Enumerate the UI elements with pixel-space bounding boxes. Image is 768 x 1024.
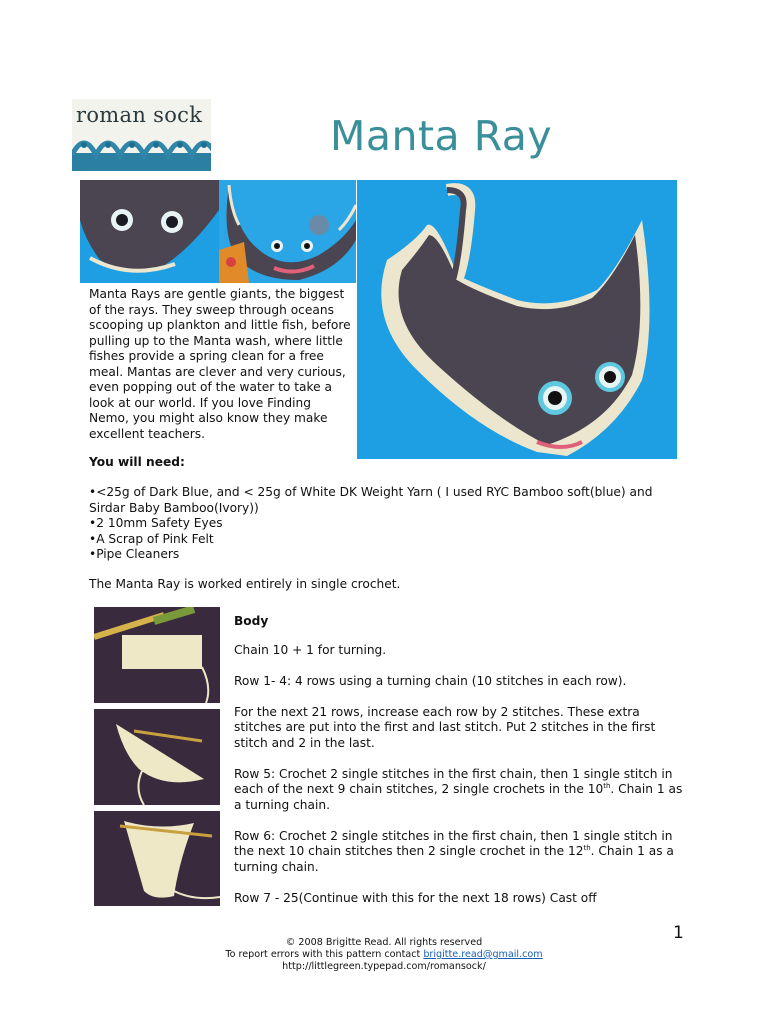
row6-text: Row 6: Crochet 2 single stitches in the first chain, then 1 single stitch in the next 10 chain stitches then 2 single crochet in the 12 <box>234 828 673 858</box>
report-errors-line <box>0 949 768 961</box>
materials-heading: You will need: <box>89 455 185 469</box>
footer <box>0 937 768 973</box>
materials-item: •<25g of Dark Blue, and < 25g of White DK Weight Yarn ( I used RYC Bamboo soft(blue) and <box>89 485 653 499</box>
logo-text: roman sock <box>76 103 203 127</box>
technique-note: The Manta Ray is worked entirely in single crochet. <box>89 577 401 591</box>
photo-step-chain-rows <box>94 607 220 703</box>
page-title: Manta Ray <box>330 112 553 160</box>
page-number: 1 <box>673 923 684 943</box>
instruction-paragraph: For the next 21 rows, increase each row by 2 stitches. These extra stitches are put into the first and last stitch. Put 2 stitches in the first stitch and 2 in the last. <box>234 704 656 750</box>
photo-head-closeup <box>80 180 219 283</box>
instruction-paragraph: Row 7 - 25(Continue with this for the next 18 rows) Cast off <box>234 890 597 905</box>
instruction-paragraph <box>234 829 684 876</box>
contact-email-link[interactable]: brigitte.read@gmail.com <box>423 949 543 960</box>
materials-item: •A Scrap of Pink Felt <box>89 531 214 546</box>
materials-item: Sirdar Baby Bamboo(Ivory)) <box>89 500 259 515</box>
intro-paragraph: Manta Rays are gentle giants, the biggest of the rays. They sweep through oceans scooping up plankton and little fish, before pulling up to the Manta wash, where little fishes provide a spring clean for a free meal. Mantas are clever and very curious, even popping out of the water to take a look at our world. If you love Finding Nemo, you might also know they make excellent teachers. <box>89 287 351 441</box>
instruction-paragraph: Row 1- 4: 4 rows using a turning chain (10 stitches in each row). <box>234 673 627 688</box>
photo-manta-ray-main <box>357 180 677 459</box>
body-heading: Body <box>234 614 269 628</box>
ordinal-suffix: th <box>583 843 591 852</box>
body-instructions <box>234 614 684 922</box>
crochet-lace-edging-graphic <box>72 129 211 171</box>
copyright-notice: © 2008 Brigitte Read. All rights reserved <box>285 937 483 948</box>
photo-manta-with-toy <box>219 180 356 283</box>
row6-text-end: . Chain 1 as a turning chain. <box>234 844 674 874</box>
roman-sock-logo <box>72 99 211 171</box>
report-errors-text: To report errors with this pattern contact <box>225 949 424 960</box>
materials-item: •2 10mm Safety Eyes <box>89 516 223 530</box>
row5-text: Row 5: Crochet 2 single stitches in the first chain, then 1 single stitch in each of the next 9 chain stitches, 2 single crochets in the 10 <box>234 766 673 796</box>
materials-item: •Pipe Cleaners <box>89 547 180 561</box>
materials-list <box>89 485 689 563</box>
ordinal-suffix: th <box>603 781 611 790</box>
photo-step-increase-rows <box>94 709 220 805</box>
row5-text-end: . Chain 1 as a turning chain. <box>234 782 683 812</box>
instruction-paragraph <box>234 767 684 814</box>
website-url[interactable]: http://littlegreen.typepad.com/romansock/ <box>282 961 486 972</box>
instruction-paragraph: Chain 10 + 1 for turning. <box>234 642 387 657</box>
photo-step-finished-body <box>94 811 220 906</box>
